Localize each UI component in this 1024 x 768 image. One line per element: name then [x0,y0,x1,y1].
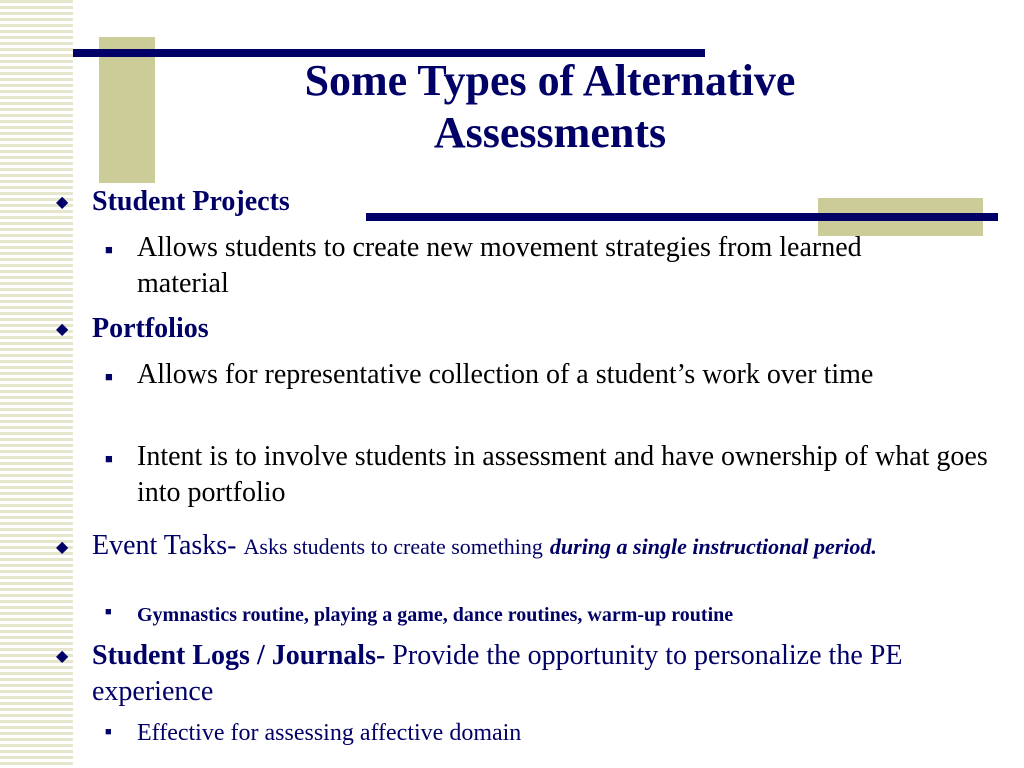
subbullet-event-tasks-1 [56,601,1016,629]
square-bullet-icon: ■ [105,242,113,257]
bullet-student-projects [56,184,1016,220]
diamond-bullet-icon: ◆ [56,539,69,556]
square-bullet-icon: ■ [105,726,112,738]
bullet-text [92,529,1022,564]
subbullet-text: Gymnastics routine, playing a game, dance routines, warm-up routine [137,604,734,626]
bullet-label: Student Logs / Journals- [92,640,386,671]
bullet-student-logs [56,638,1016,710]
diamond-bullet-icon: ◆ [56,321,69,338]
bullet-label: Student Projects [92,186,290,217]
square-bullet-icon: ■ [105,369,113,384]
bullet-emphasis: during a single instructional period. [549,534,877,559]
bullet-text [92,638,1002,710]
subbullet-projects-1 [56,230,1016,302]
slide-title [165,55,935,159]
slide-title-line2: Assessments [433,108,667,157]
subbullet-portfolios-1 [56,357,1016,393]
bullet-description: Provide the opportunity to personalize the PE experience [92,640,903,707]
diamond-bullet-icon: ◆ [56,194,69,211]
square-bullet-icon: ■ [105,606,112,618]
bullet-event-tasks [56,529,1016,564]
subbullet-text: Allows for representative collection of a student’s work over time [137,359,874,390]
square-bullet-icon: ■ [105,451,113,466]
bullet-label: Portfolios [92,313,209,344]
diamond-bullet-icon: ◆ [56,648,69,665]
subbullet-text: Effective for assessing affective domain [137,720,522,746]
subbullet-portfolios-2 [56,439,1016,511]
tan-block-decoration-left [99,37,155,183]
subbullet-text: Intent is to involve students in assessment and have ownership of what goes into portfolio [137,441,988,508]
subbullet-text: Allows students to create new movement strategies from learned material [137,232,862,299]
bullet-label: Event Tasks- [92,530,237,561]
subbullet-logs-1 [56,718,1016,748]
slide-title-line1: Some Types of Alternative [304,56,796,105]
bullet-description: Asks students to create something [243,534,543,559]
bullet-portfolios [56,311,1016,347]
